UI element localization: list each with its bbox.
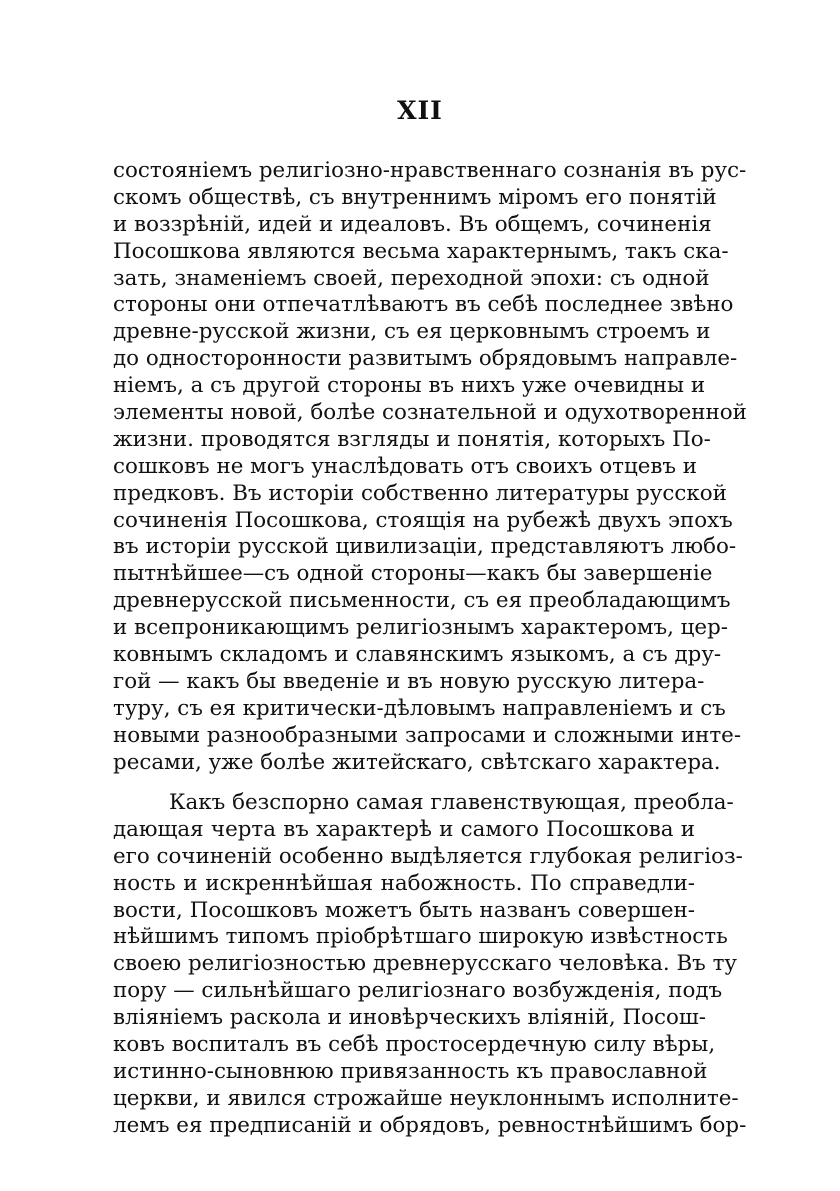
text-line: древнерусской письменности, съ ея преобладающимъ <box>113 588 731 614</box>
text-line: до односторонности развитымъ обрядовымъ направле- <box>113 346 738 372</box>
text-line: влiянiемъ раскола и иновѣрческихъ влiянiй, Посош- <box>113 1005 706 1031</box>
text-line: ность и искреннѣйшая набожность. По справедли- <box>113 870 695 896</box>
text-line: истинно-сыновнюю привязанность къ православной <box>113 1058 708 1084</box>
text-line: состоянiемъ религiозно-нравственнаго сознанiя въ рус- <box>113 158 747 183</box>
text-line: элементы новой, болѣе сознательной и одухотворенной <box>113 400 747 426</box>
section-divider <box>402 759 464 760</box>
text-line: его сочиненiй особенно выдѣляется глубокая религiоз- <box>113 843 743 869</box>
text-line: стороны они отпечатлѣваютъ въ себѣ последнее звѣно <box>113 292 734 318</box>
text-line: нѣйшимъ типомъ прiобрѣтшаго широкую извѣстность <box>113 924 728 950</box>
text-line: въ исторiи русской цивилизацiи, представляютъ любо- <box>113 534 737 560</box>
text-line: пытнѣйшее—съ одной стороны—какъ бы завершенiе <box>113 561 713 587</box>
paragraph-2 <box>113 790 747 1140</box>
text-line: скомъ обществѣ, съ внутреннимъ мiромъ его понятiй <box>113 184 717 210</box>
text-line: сошковъ не могъ унаслѣдовать отъ своихъ отцевъ и <box>113 453 698 479</box>
text-line: Посошкова являются весьма характернымъ, такъ ска- <box>113 238 729 264</box>
text-line: туру, съ ея критически-дѣловымъ направленiемъ и съ <box>113 695 726 721</box>
text-line: и всепроникающимъ религiознымъ характеромъ, цер- <box>113 615 729 641</box>
text-line: сочиненiя Посошкова, стоящiя на рубежѣ двухъ эпохъ <box>113 507 733 533</box>
text-line: жизни. проводятся взгляды и понятiя, которыхъ По- <box>113 426 711 452</box>
paragraph-1 <box>113 158 747 776</box>
text-line: древне-русской жизни, съ ея церковнымъ строемъ и <box>113 319 711 345</box>
text-line: ковъ воспиталъ въ себѣ простосердечную силу вѣры, <box>113 1032 716 1058</box>
text-line: вости, Посошковъ можетъ быть названъ совершен- <box>113 897 695 923</box>
text-line: дающая черта въ характерѣ и самого Посошкова и <box>113 816 695 842</box>
text-line: нiемъ, а съ другой стороны въ нихъ уже очевидны и <box>113 373 706 399</box>
text-line: Какъ безспорно самая главенствующая, преобла- <box>169 790 734 815</box>
page-number: XII <box>397 96 443 125</box>
text-line: и воззрѣнiй, идей и идеаловъ. Въ общемъ, сочиненiя <box>113 211 712 237</box>
text-line: предковъ. Въ исторiи собственно литературы русской <box>113 480 727 506</box>
text-line: ресами, уже болѣе житейскаго, свѣтскаго характера. <box>113 749 721 775</box>
text-line: пору — сильнѣйшаго религiознаго возбужденiя, подъ <box>113 978 723 1004</box>
text-line: церкви, и явился строжайше неуклоннымъ исполните- <box>113 1085 739 1111</box>
text-line: своею религiозностью древнерусскаго человѣка. Въ ту <box>113 951 737 977</box>
text-line: лемъ ея предписанiй и обрядовъ, ревностнѣйшимъ бор- <box>113 1112 747 1138</box>
text-line: новыми разнообразными запросами и сложными инте- <box>113 722 742 748</box>
text-line: зать, знаменiемъ своей, переходной эпохи: съ одной <box>113 265 710 291</box>
text-line: ковнымъ складомъ и славянскимъ языкомъ, а съ дру- <box>113 642 722 668</box>
text-line: гой — какъ бы введенiе и въ новую русскую литера- <box>113 668 705 694</box>
